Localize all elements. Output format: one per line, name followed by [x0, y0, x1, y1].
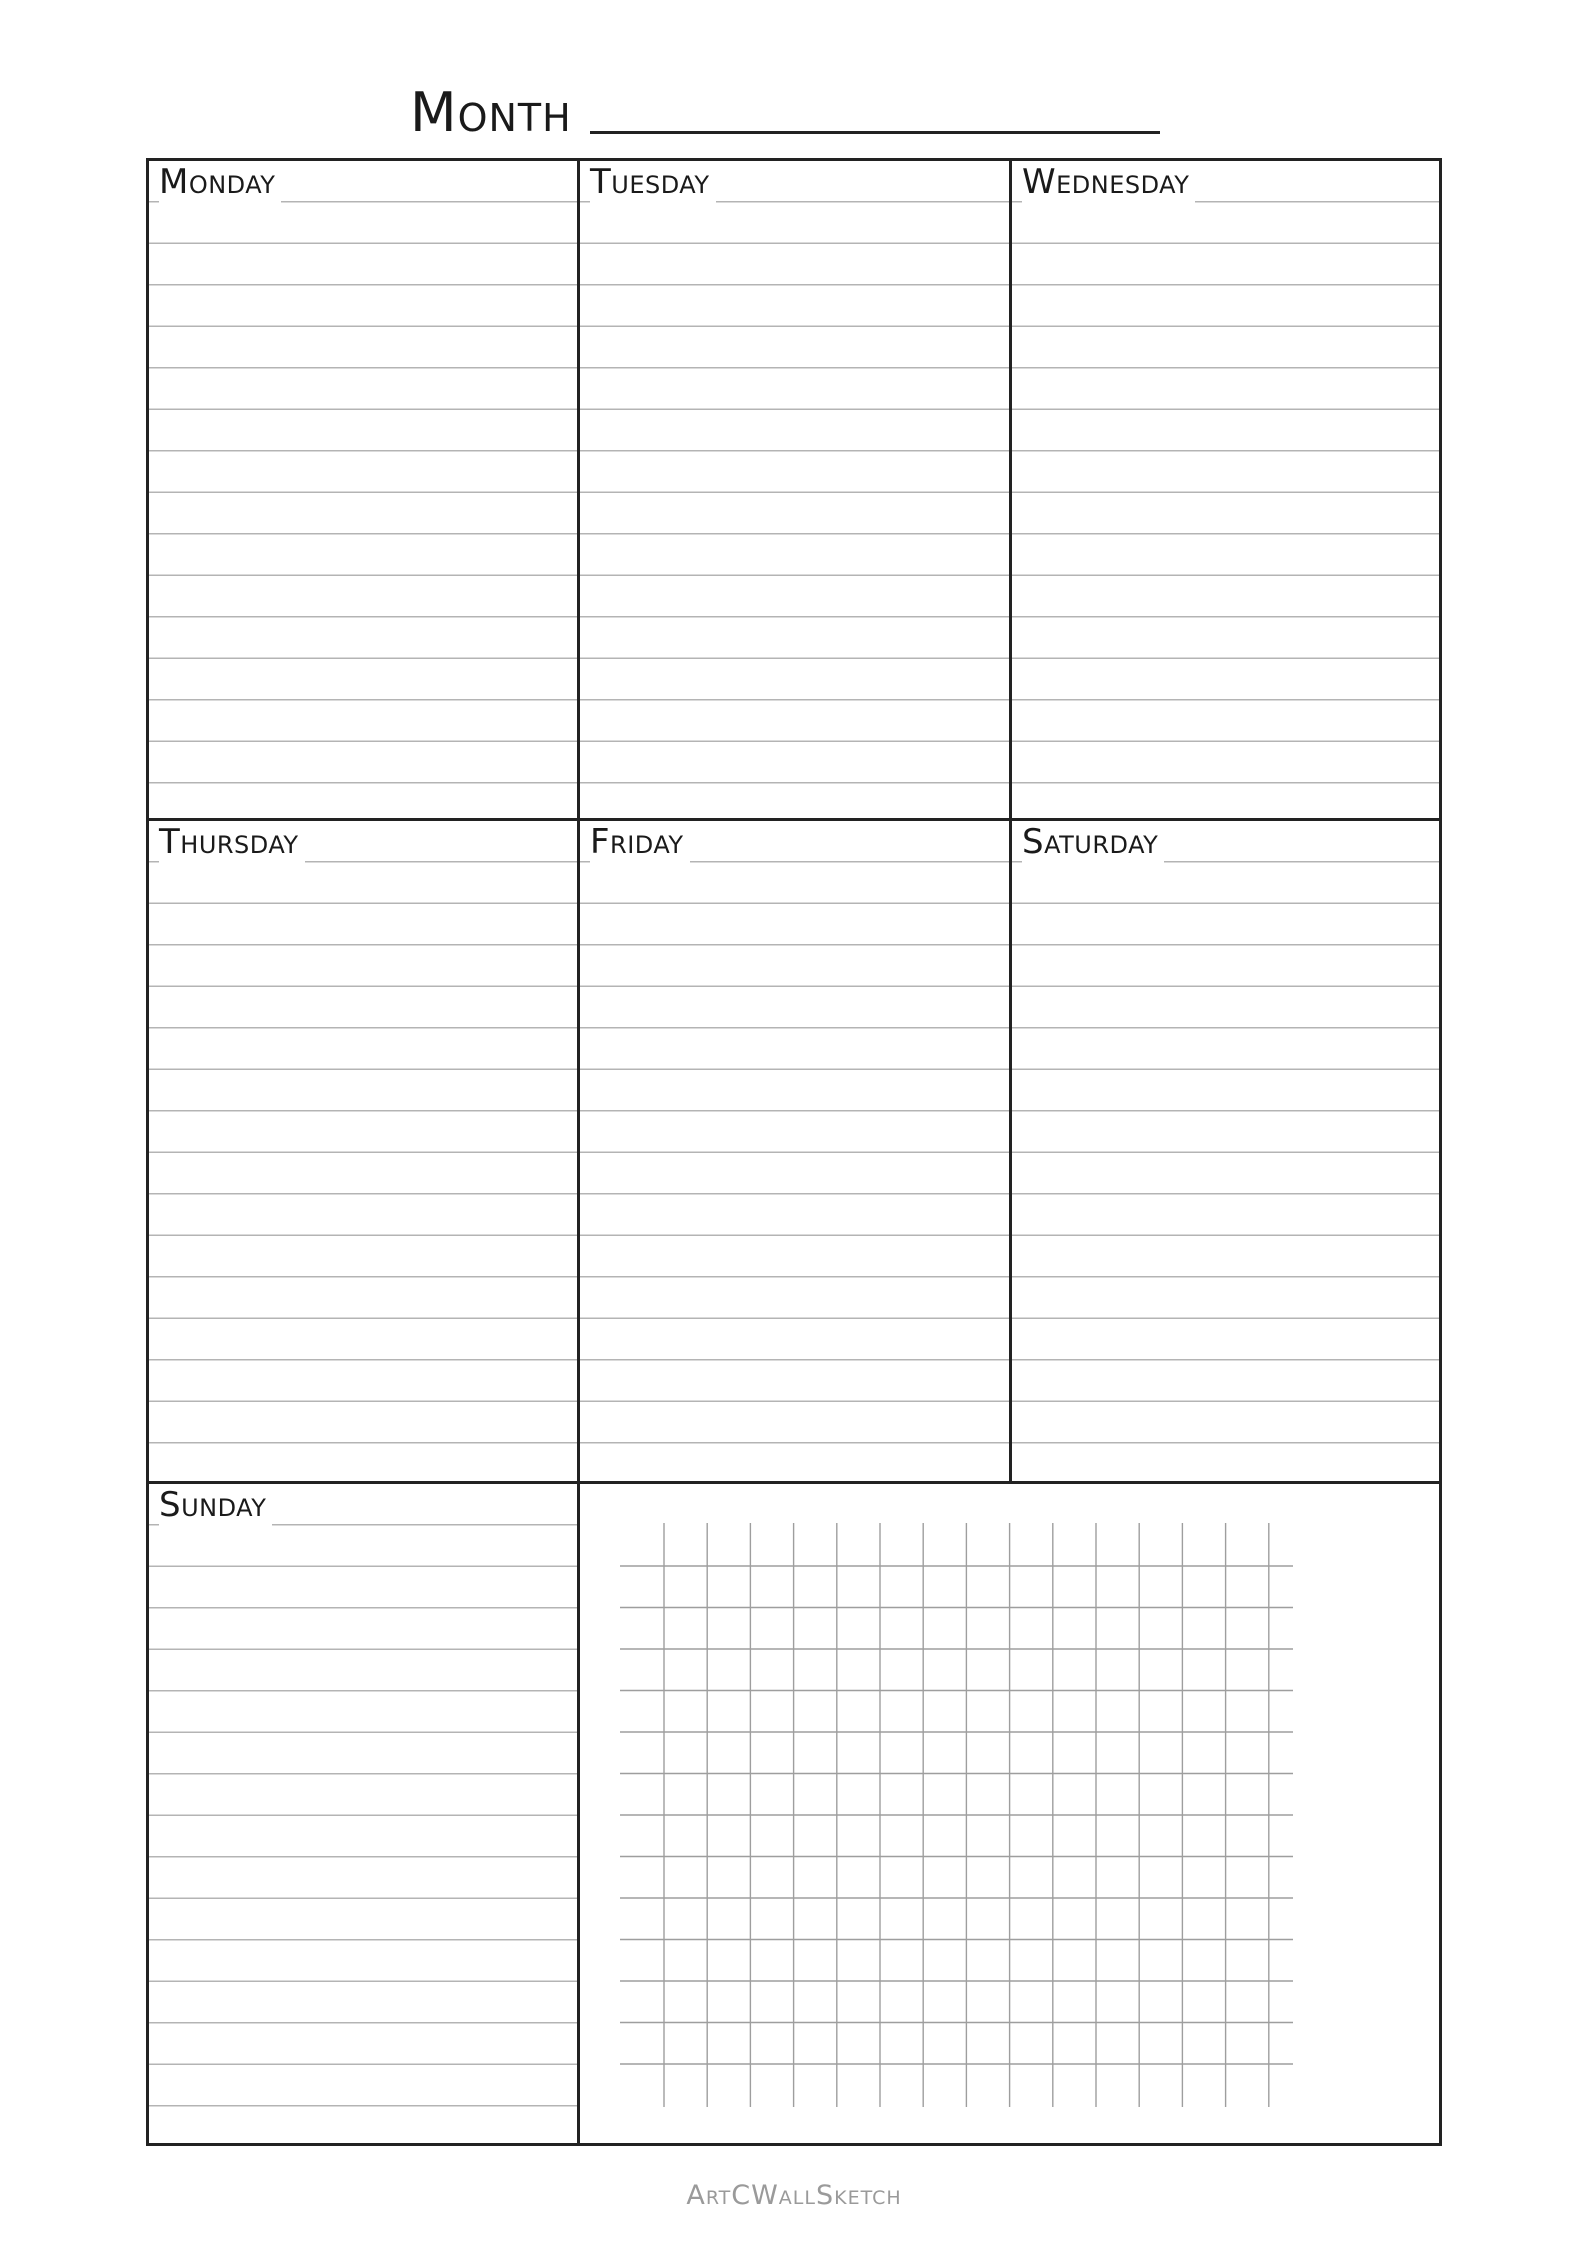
notes-grid-svg — [434, 1326, 1293, 2143]
wednesday-cell[interactable] — [1012, 161, 1439, 821]
brand-watermark: ArtCWallSketch — [686, 2180, 902, 2211]
tuesday-label: Tuesday — [590, 161, 716, 203]
sunday-label: Sunday — [159, 1484, 272, 1526]
wednesday-label: Wednesday — [1022, 161, 1195, 203]
monday-cell[interactable] — [149, 161, 580, 821]
friday-label: Friday — [590, 821, 690, 863]
tuesday-cell[interactable] — [580, 161, 1012, 821]
grid-notes-area[interactable] — [434, 1326, 1293, 2143]
month-label: Month — [410, 81, 572, 144]
thursday-label: Thursday — [159, 821, 305, 863]
monday-label: Monday — [159, 161, 281, 203]
saturday-label: Saturday — [1022, 821, 1164, 863]
month-header — [410, 70, 1160, 144]
month-write-line[interactable] — [590, 131, 1160, 134]
